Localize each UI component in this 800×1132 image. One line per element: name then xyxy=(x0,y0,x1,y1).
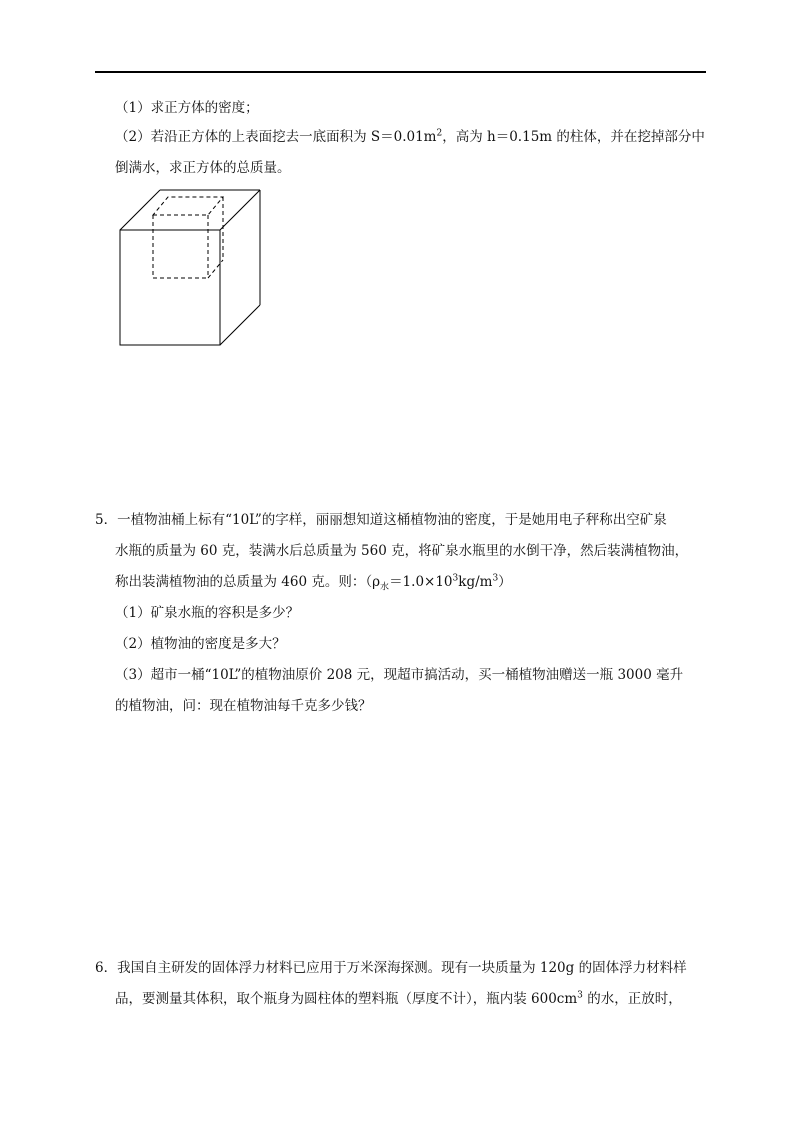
q5-sub2: （2）植物油的密度是多大？ xyxy=(115,636,286,652)
header-rule xyxy=(95,71,706,73)
q5-sub3-line1: （3）超市一桶“10L”的植物油原价 208 元，现超市搞活动，买一桶植物油赠送一瓶 3000 毫升 xyxy=(115,667,684,683)
q6-line2: 品，要测量其体积，取个瓶身为圆柱体的塑料瓶（厚度不计），瓶内装 $600cm^3$ 的水，正放时， xyxy=(115,990,682,1007)
q5-line3: 称出装满植物油的总质量为 460 克。则：$(\rho_水=1.0\times 10^3kg/m^3)$ xyxy=(115,573,512,593)
q5-line2: 水瓶的质量为 60 克，装满水后总质量为 560 克，将矿泉水瓶里的水倒干净，然后装满植物油， xyxy=(115,543,689,559)
prev-sub1: （1）求正方体的密度； xyxy=(115,100,259,116)
q5-line1: 5．一植物油桶上标有“10L”的字样，丽丽想知道这桶植物油的密度，于是她用电子秤称出空矿泉 xyxy=(95,512,667,528)
q5-sub3-line2: 的植物油，问：现在植物油每千克多少钱？ xyxy=(115,698,372,714)
prev-sub2-cont: 倒满水，求正方体的总质量。 xyxy=(115,160,291,176)
cube-figure xyxy=(115,185,265,347)
q5-sub1: （1）矿泉水瓶的容积是多少？ xyxy=(115,605,300,621)
prev-sub2: （2）若沿正方体的上表面挖去一底面积为 $S=0.01m^2$，高为 h＝0.15m 的柱体，并在挖掉部分中 xyxy=(115,128,705,145)
q6-line1: 6．我国自主研发的固体浮力材料已应用于万米深海探测。现有一块质量为 120g 的固体浮力材料样 xyxy=(95,960,687,976)
